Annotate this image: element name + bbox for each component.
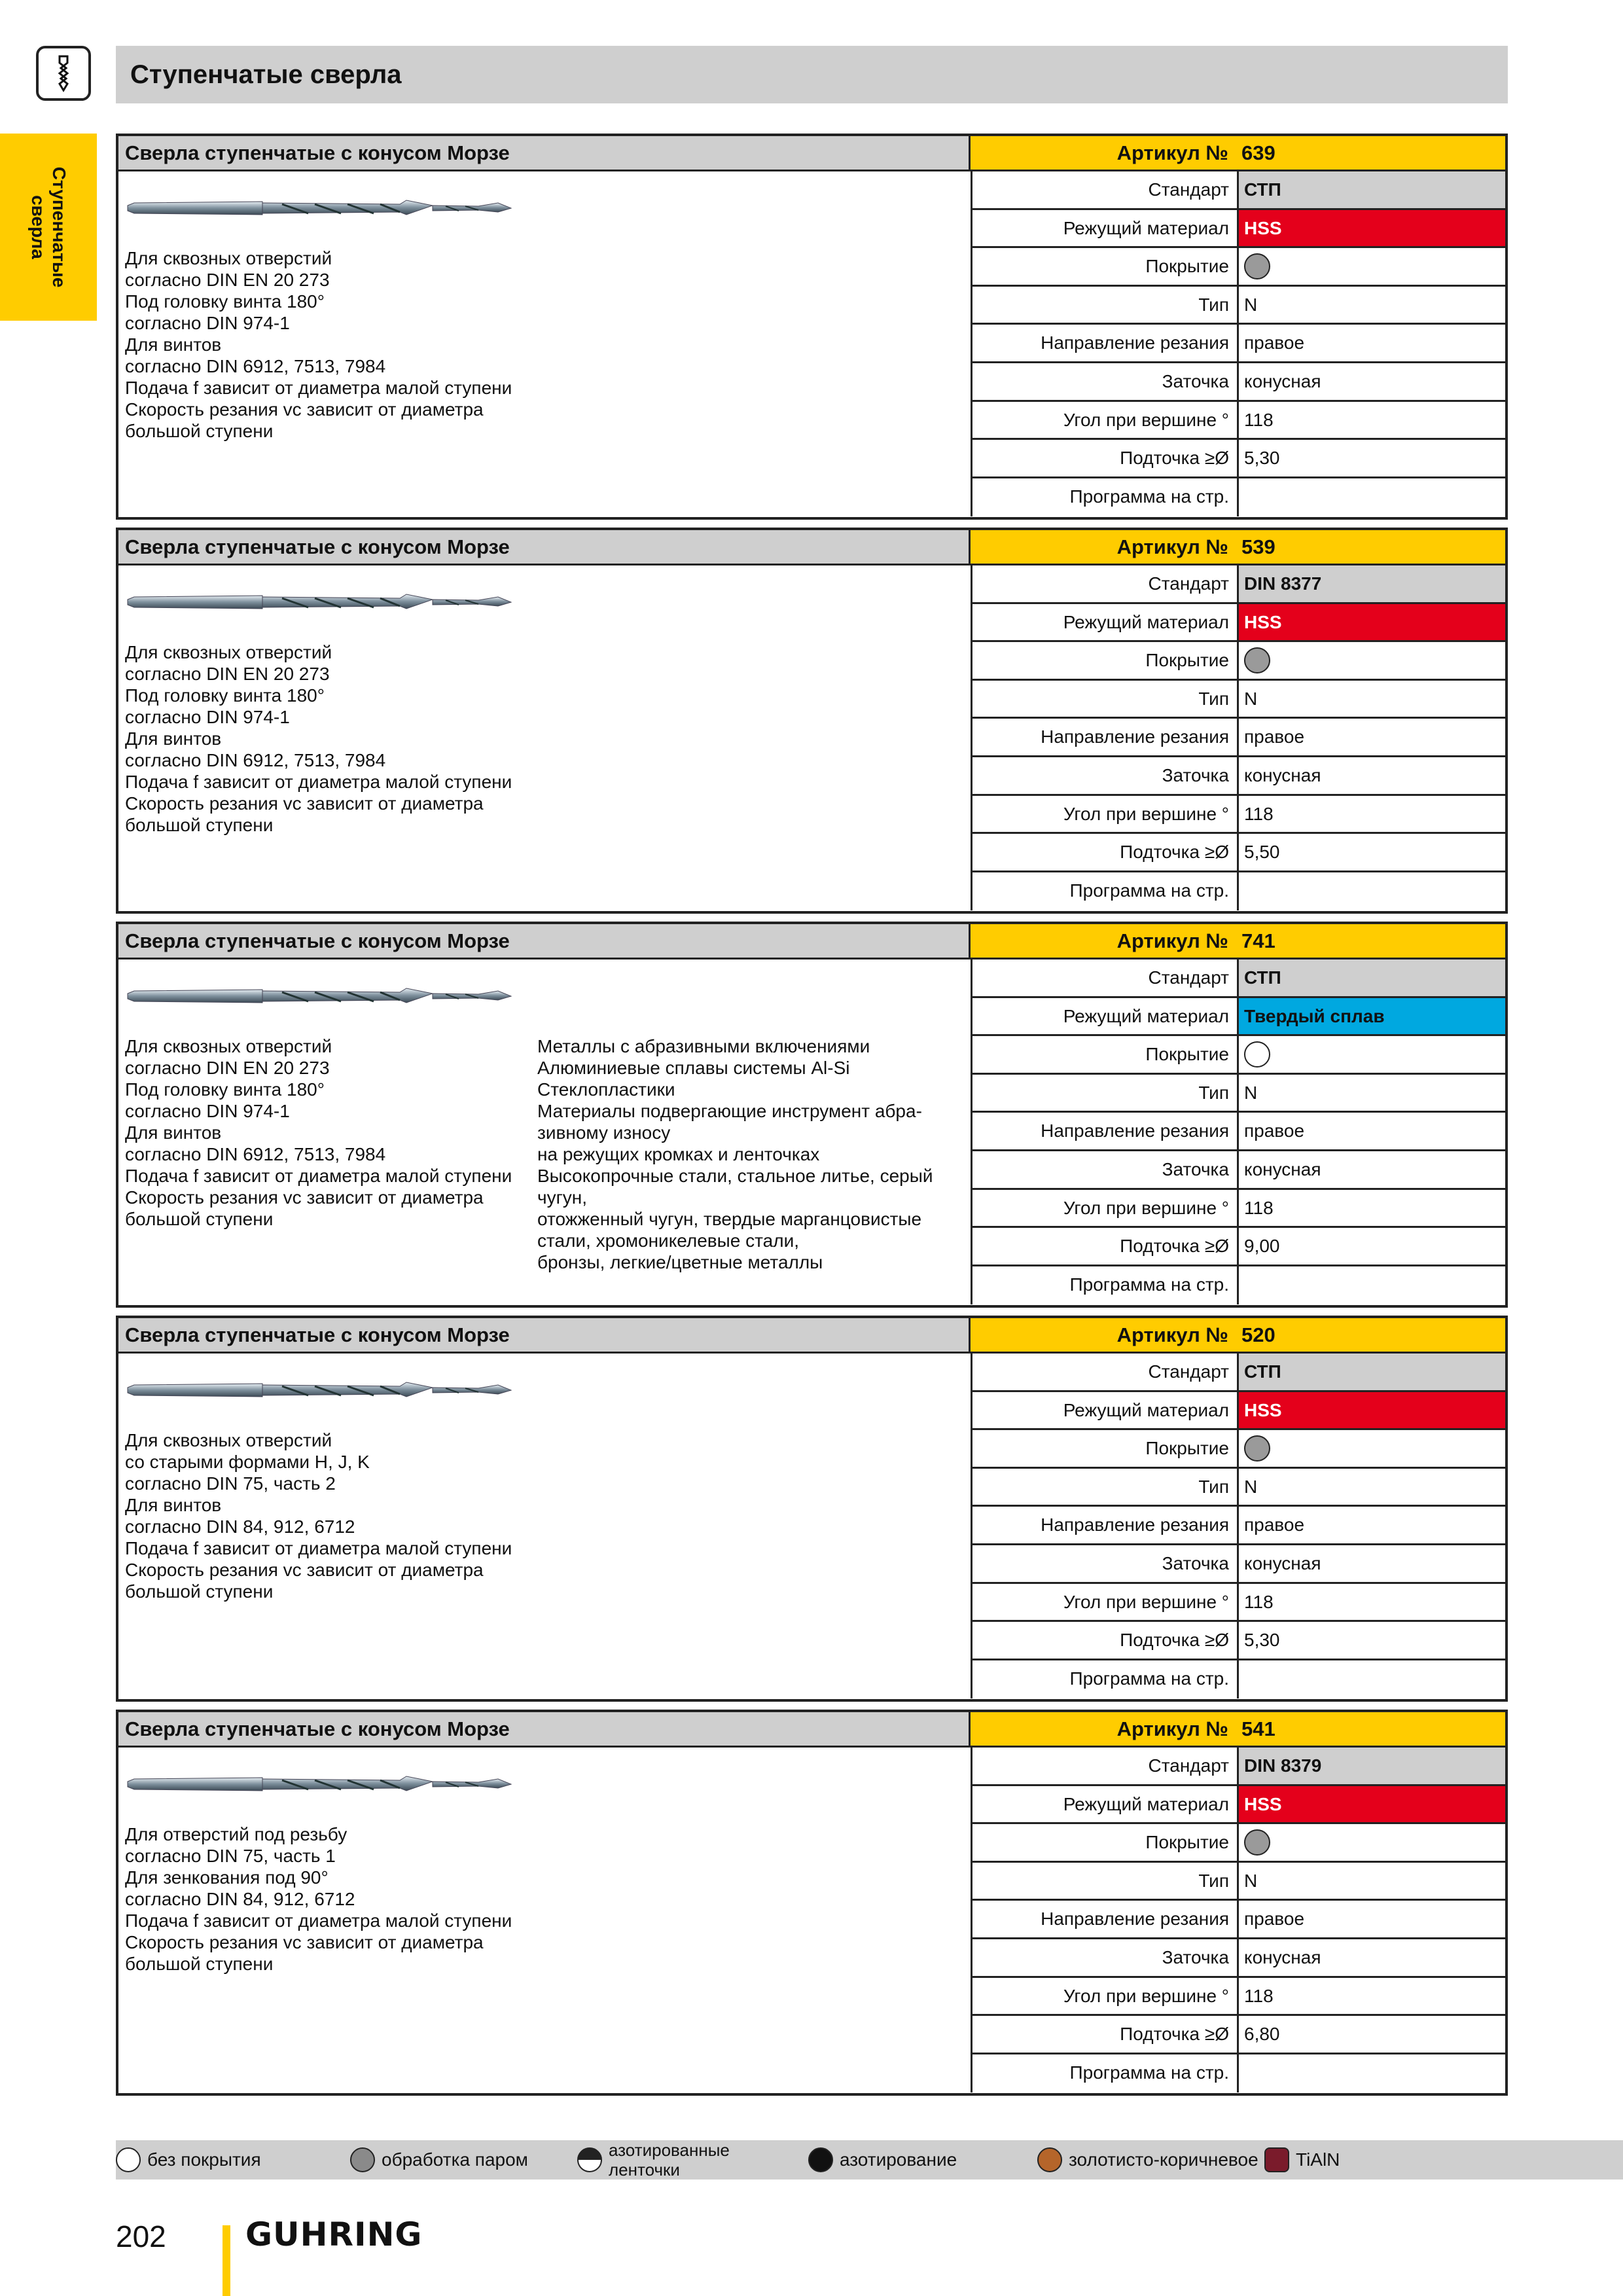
spec-table bbox=[971, 1748, 1505, 2093]
spec-value-undercut: 5,30 bbox=[1244, 1630, 1280, 1651]
spec-row-material bbox=[971, 210, 1505, 249]
spec-label: Тип bbox=[971, 1469, 1239, 1505]
spec-value-coating bbox=[1239, 642, 1505, 679]
spec-value-direction: правое bbox=[1244, 332, 1305, 353]
spec-value-undercut: 5,30 bbox=[1244, 448, 1280, 469]
product-description: Для сквозных отверстий со старыми формами H, J, K согласно DIN 75, часть 2 Для винтов согласно DIN 84, 912, 6712 Подача f зависит от диаметра малой ступени Скорость резания vc зависит от диаметра большой ступени bbox=[125, 1430, 512, 1602]
spec-value-undercut: 6,80 bbox=[1244, 2024, 1280, 2045]
spec-row-undercut bbox=[971, 834, 1505, 872]
spec-label: Стандарт bbox=[971, 1748, 1239, 1784]
product-description: Для отверстий под резьбу согласно DIN 75, часть 1 Для зенкования под 90° согласно DIN 84, 912, 6712 Подача f зависит от диаметра малой ступени Скорость резания vc зависит от диаметра большой ступени bbox=[125, 1824, 512, 1974]
spec-label: Тип bbox=[971, 1075, 1239, 1111]
spec-label: Направление резания bbox=[971, 719, 1239, 755]
spec-label: Угол при вершине ° bbox=[971, 1584, 1239, 1621]
spec-label: Стандарт bbox=[971, 171, 1239, 208]
spec-row-direction bbox=[971, 1113, 1505, 1151]
page-title: Ступенчатые сверла bbox=[130, 60, 402, 89]
spec-value-type: N bbox=[1244, 1476, 1258, 1497]
spec-row-direction bbox=[971, 1901, 1505, 1939]
spec-row-type bbox=[971, 1863, 1505, 1901]
spec-row-type bbox=[971, 1469, 1505, 1507]
spec-label: Режущий материал bbox=[971, 1786, 1239, 1823]
spec-label: Заточка bbox=[971, 1939, 1239, 1976]
product-title-cell bbox=[118, 1318, 971, 1354]
product-title: Сверла ступенчатые с конусом Морзе bbox=[125, 1717, 510, 1740]
spec-label: Режущий материал bbox=[971, 998, 1239, 1035]
article-label: Артикул № bbox=[1116, 1323, 1228, 1346]
spec-row-program bbox=[971, 2054, 1505, 2093]
spec-label: Программа на стр. bbox=[971, 2054, 1239, 2093]
spec-value-type: N bbox=[1244, 1082, 1258, 1103]
spec-value-angle: 118 bbox=[1244, 803, 1274, 824]
spec-row-coating bbox=[971, 1036, 1505, 1075]
spec-label: Покрытие bbox=[971, 1430, 1239, 1467]
legend-item: обработка паром bbox=[350, 2140, 528, 2179]
spec-value-undercut: 5,50 bbox=[1244, 842, 1280, 863]
tialn-icon bbox=[1264, 2147, 1289, 2172]
article-label: Артикул № bbox=[1116, 929, 1228, 952]
spec-label: Направление резания bbox=[971, 1113, 1239, 1149]
spec-value-program[interactable] bbox=[1239, 1660, 1505, 1699]
spec-label: Режущий материал bbox=[971, 210, 1239, 247]
spec-row-program bbox=[971, 872, 1505, 911]
steam-treated-icon bbox=[1244, 253, 1270, 279]
steam-treated-icon bbox=[350, 2147, 375, 2172]
spec-label: Угол при вершине ° bbox=[971, 1978, 1239, 2015]
spec-row-material bbox=[971, 998, 1505, 1037]
spec-row-undercut bbox=[971, 2016, 1505, 2054]
product-description: Для сквозных отверстий согласно DIN EN 20 273 Под головку винта 180° согласно DIN 974-1 Для винтов согласно DIN 6912, 7513, 7984 Подача f зависит от диаметра малой ступени Скорость резания vc зависит от диаметра большой ступени bbox=[125, 248, 512, 441]
spec-label: Заточка bbox=[971, 1545, 1239, 1582]
spec-label: Заточка bbox=[971, 757, 1239, 794]
spec-label: Подточка ≥Ø bbox=[971, 1228, 1239, 1265]
spec-value-sharpening: конусная bbox=[1244, 764, 1321, 785]
spec-value-angle: 118 bbox=[1244, 409, 1274, 430]
drill-logo-icon bbox=[36, 46, 91, 101]
spec-value-angle: 118 bbox=[1244, 1985, 1274, 2006]
side-tab-label: Ступенчатые сверла bbox=[28, 166, 69, 288]
spec-label: Направление резания bbox=[971, 1507, 1239, 1543]
steam-treated-icon bbox=[1244, 1829, 1270, 1856]
spec-value-sharpening: конусная bbox=[1244, 1158, 1321, 1179]
spec-value-sharpening: конусная bbox=[1244, 370, 1321, 391]
spec-value-coating bbox=[1239, 1430, 1505, 1467]
spec-label: Тип bbox=[971, 681, 1239, 717]
spec-row-standard bbox=[971, 960, 1505, 998]
spec-row-angle bbox=[971, 1190, 1505, 1229]
article-number[interactable]: 541 bbox=[1241, 1717, 1275, 1740]
spec-row-standard bbox=[971, 1748, 1505, 1786]
spec-value-standard: DIN 8377 bbox=[1239, 565, 1505, 602]
spec-value-material: Твердый сплав bbox=[1239, 998, 1505, 1035]
spec-value-coating bbox=[1239, 248, 1505, 285]
spec-value-standard: СТП bbox=[1239, 1354, 1505, 1390]
spec-label: Покрытие bbox=[971, 642, 1239, 679]
product-application: Металлы с абразивными включениями Алюминиевые сплавы системы Al-Si Стеклопластики Материалы подвергающие инструмент абра- зивному износу на режущих кромках и ленточках Высокопрочные стали, стальное литье, серый чугун, отожженный чугун, твердые марганцовистые стали, хромоникелевые стали, бронзы, легкие/цветные металлы bbox=[537, 1036, 933, 1272]
spec-label: Режущий материал bbox=[971, 604, 1239, 641]
spec-row-material bbox=[971, 604, 1505, 643]
spec-row-direction bbox=[971, 1507, 1505, 1545]
spec-label: Покрытие bbox=[971, 1824, 1239, 1861]
spec-value-material: HSS bbox=[1239, 1392, 1505, 1429]
legend-item: азотирование bbox=[808, 2140, 957, 2179]
spec-row-sharpening bbox=[971, 1545, 1505, 1584]
steam-treated-icon bbox=[1244, 1435, 1270, 1462]
article-number[interactable]: 539 bbox=[1241, 535, 1275, 558]
spec-label: Тип bbox=[971, 1863, 1239, 1899]
spec-value-material: HSS bbox=[1239, 1786, 1505, 1823]
spec-label: Подточка ≥Ø bbox=[971, 1622, 1239, 1659]
article-label: Артикул № bbox=[1116, 141, 1228, 164]
side-tab[interactable] bbox=[0, 134, 97, 321]
product-block bbox=[116, 134, 1508, 520]
article-label: Артикул № bbox=[1116, 535, 1228, 558]
legend-item: TiAlN bbox=[1264, 2140, 1340, 2179]
spec-label: Подточка ≥Ø bbox=[971, 440, 1239, 476]
spec-label: Заточка bbox=[971, 1151, 1239, 1188]
article-header bbox=[971, 530, 1505, 565]
product-title-cell bbox=[118, 530, 971, 565]
article-header bbox=[971, 136, 1505, 171]
spec-value-angle: 118 bbox=[1244, 1591, 1274, 1612]
spec-row-angle bbox=[971, 402, 1505, 440]
spec-label: Программа на стр. bbox=[971, 872, 1239, 911]
article-header bbox=[971, 924, 1505, 960]
product-title-cell bbox=[118, 1712, 971, 1748]
spec-row-program bbox=[971, 1660, 1505, 1699]
brand-logo: GUHRING bbox=[245, 2215, 423, 2253]
page-title-bar bbox=[116, 46, 1508, 103]
product-block bbox=[116, 1710, 1508, 2096]
uncoated-icon bbox=[1244, 1041, 1270, 1067]
spec-row-direction bbox=[971, 325, 1505, 363]
spec-value-direction: правое bbox=[1244, 726, 1305, 747]
spec-label: Подточка ≥Ø bbox=[971, 834, 1239, 870]
spec-row-undercut bbox=[971, 1228, 1505, 1266]
spec-value-sharpening: конусная bbox=[1244, 1552, 1321, 1573]
spec-label: Направление резания bbox=[971, 325, 1239, 361]
spec-row-coating bbox=[971, 248, 1505, 287]
page-number: 202 bbox=[116, 2219, 166, 2253]
uncoated-icon bbox=[116, 2147, 141, 2172]
spec-row-undercut bbox=[971, 1622, 1505, 1660]
spec-value-undercut: 9,00 bbox=[1244, 1236, 1280, 1257]
product-block bbox=[116, 922, 1508, 1308]
spec-row-sharpening bbox=[971, 1939, 1505, 1978]
article-label: Артикул № bbox=[1116, 1717, 1228, 1740]
spec-value-coating bbox=[1239, 1036, 1505, 1073]
spec-label: Стандарт bbox=[971, 1354, 1239, 1390]
spec-row-type bbox=[971, 681, 1505, 719]
spec-table bbox=[971, 171, 1505, 517]
spec-label: Режущий материал bbox=[971, 1392, 1239, 1429]
drill-image bbox=[125, 977, 518, 1016]
spec-label: Стандарт bbox=[971, 565, 1239, 602]
product-description: Для сквозных отверстий согласно DIN EN 20 273 Под головку винта 180° согласно DIN 974-1 Для винтов согласно DIN 6912, 7513, 7984 Подача f зависит от диаметра малой ступени Скорость резания vc зависит от диаметра большой ступени bbox=[125, 1036, 512, 1229]
spec-row-undercut bbox=[971, 440, 1505, 478]
spec-row-angle bbox=[971, 1978, 1505, 2017]
spec-label: Заточка bbox=[971, 363, 1239, 400]
spec-label: Угол при вершине ° bbox=[971, 1190, 1239, 1227]
spec-value-standard: DIN 8379 bbox=[1239, 1748, 1505, 1784]
article-number[interactable]: 741 bbox=[1241, 929, 1275, 952]
spec-row-type bbox=[971, 1075, 1505, 1113]
spec-row-coating bbox=[971, 1824, 1505, 1863]
spec-label: Подточка ≥Ø bbox=[971, 2016, 1239, 2053]
article-header bbox=[971, 1712, 1505, 1748]
product-title: Сверла ступенчатые с конусом Морзе bbox=[125, 535, 510, 558]
spec-value-type: N bbox=[1244, 688, 1258, 709]
spec-table bbox=[971, 1354, 1505, 1699]
legend-item: золотисто-коричневое bbox=[1037, 2140, 1258, 2179]
spec-row-sharpening bbox=[971, 363, 1505, 402]
spec-row-program bbox=[971, 478, 1505, 517]
spec-row-direction bbox=[971, 719, 1505, 757]
spec-row-coating bbox=[971, 1430, 1505, 1469]
spec-label: Угол при вершине ° bbox=[971, 796, 1239, 833]
spec-label: Программа на стр. bbox=[971, 1266, 1239, 1305]
spec-value-material: HSS bbox=[1239, 604, 1505, 641]
spec-value-program[interactable] bbox=[1239, 872, 1505, 911]
spec-label: Покрытие bbox=[971, 1036, 1239, 1073]
product-title-cell bbox=[118, 136, 971, 171]
spec-value-direction: правое bbox=[1244, 1121, 1305, 1141]
spec-row-program bbox=[971, 1266, 1505, 1305]
spec-value-type: N bbox=[1244, 294, 1258, 315]
spec-row-type bbox=[971, 287, 1505, 325]
spec-label: Программа на стр. bbox=[971, 478, 1239, 517]
drill-image bbox=[125, 188, 518, 228]
spec-row-angle bbox=[971, 1584, 1505, 1623]
footer-accent-line bbox=[223, 2225, 230, 2296]
spec-label: Тип bbox=[971, 287, 1239, 323]
spec-label: Программа на стр. bbox=[971, 1660, 1239, 1699]
article-header bbox=[971, 1318, 1505, 1354]
spec-row-angle bbox=[971, 796, 1505, 834]
spec-row-coating bbox=[971, 642, 1505, 681]
product-block bbox=[116, 1316, 1508, 1702]
coating-legend bbox=[116, 2140, 1623, 2179]
spec-table bbox=[971, 960, 1505, 1305]
product-title-cell bbox=[118, 924, 971, 960]
product-title: Сверла ступенчатые с конусом Морзе bbox=[125, 929, 510, 952]
product-block bbox=[116, 528, 1508, 914]
spec-value-program[interactable] bbox=[1239, 478, 1505, 517]
spec-row-standard bbox=[971, 171, 1505, 210]
spec-label: Покрытие bbox=[971, 248, 1239, 285]
spec-row-material bbox=[971, 1392, 1505, 1431]
drill-image bbox=[125, 1765, 518, 1804]
spec-value-sharpening: конусная bbox=[1244, 1946, 1321, 1967]
spec-value-type: N bbox=[1244, 1870, 1258, 1891]
spec-value-coating bbox=[1239, 1824, 1505, 1861]
gold-brown-icon bbox=[1037, 2147, 1062, 2172]
legend-item: азотированные ленточки bbox=[577, 2140, 730, 2179]
spec-value-program[interactable] bbox=[1239, 1266, 1505, 1305]
spec-value-direction: правое bbox=[1244, 1909, 1305, 1929]
spec-row-material bbox=[971, 1786, 1505, 1825]
spec-row-sharpening bbox=[971, 757, 1505, 796]
drill-image bbox=[125, 583, 518, 622]
spec-label: Угол при вершине ° bbox=[971, 402, 1239, 439]
spec-value-standard: СТП bbox=[1239, 960, 1505, 996]
spec-value-standard: СТП bbox=[1239, 171, 1505, 208]
nitrided-icon bbox=[808, 2147, 833, 2172]
product-title: Сверла ступенчатые с конусом Морзе bbox=[125, 1323, 510, 1346]
article-number[interactable]: 639 bbox=[1241, 141, 1275, 164]
legend-item: без покрытия bbox=[116, 2140, 261, 2179]
spec-label: Стандарт bbox=[971, 960, 1239, 996]
article-number[interactable]: 520 bbox=[1241, 1323, 1275, 1346]
nitrided-lands-icon bbox=[577, 2147, 602, 2172]
spec-label: Направление резания bbox=[971, 1901, 1239, 1937]
spec-row-standard bbox=[971, 565, 1505, 604]
spec-table bbox=[971, 565, 1505, 911]
product-title: Сверла ступенчатые с конусом Морзе bbox=[125, 141, 510, 164]
spec-row-sharpening bbox=[971, 1151, 1505, 1190]
spec-value-material: HSS bbox=[1239, 210, 1505, 247]
product-description: Для сквозных отверстий согласно DIN EN 20 273 Под головку винта 180° согласно DIN 974-1 Для винтов согласно DIN 6912, 7513, 7984 Подача f зависит от диаметра малой ступени Скорость резания vc зависит от диаметра большой ступени bbox=[125, 642, 512, 835]
spec-value-angle: 118 bbox=[1244, 1197, 1274, 1218]
spec-row-standard bbox=[971, 1354, 1505, 1392]
steam-treated-icon bbox=[1244, 647, 1270, 673]
spec-value-program[interactable] bbox=[1239, 2054, 1505, 2093]
drill-image bbox=[125, 1371, 518, 1410]
spec-value-direction: правое bbox=[1244, 1515, 1305, 1535]
